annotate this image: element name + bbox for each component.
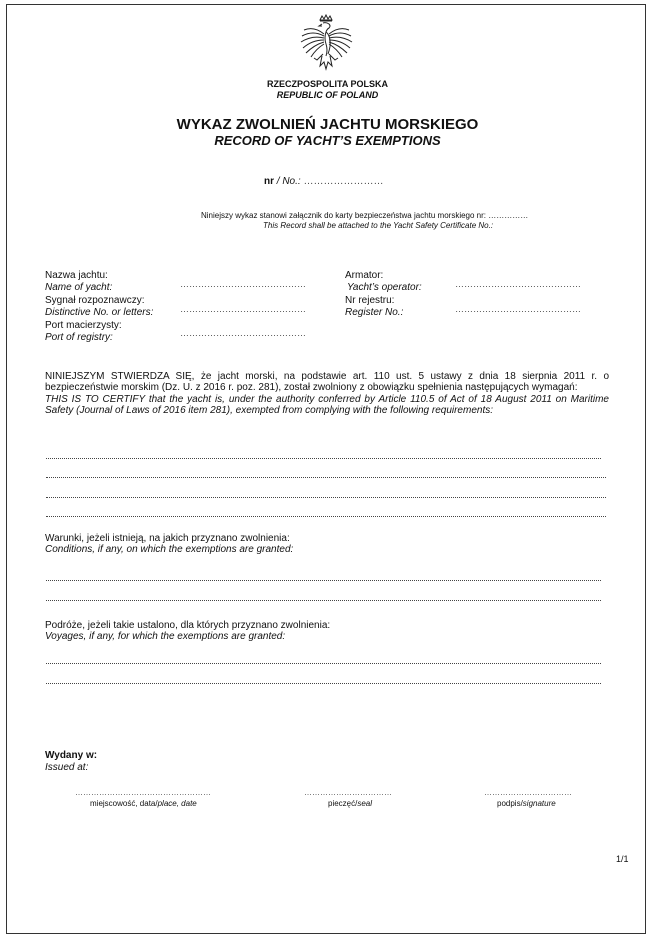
place-date-caption: miejscowość, data/place, date	[90, 799, 197, 808]
signal-label-en: Distinctive No. or letters:	[45, 307, 154, 318]
requirements-line-4	[46, 516, 606, 517]
polish-eagle-emblem-icon	[296, 14, 356, 74]
port-label-pl: Port macierzysty:	[45, 320, 122, 331]
number-label-en: / No.:	[276, 176, 301, 187]
requirements-line-3	[46, 497, 606, 498]
signature-caption: podpis/signature	[497, 799, 556, 808]
yacht-name-label-pl: Nazwa jachtu:	[45, 270, 108, 281]
register-label-en: Register No.:	[345, 307, 404, 318]
country-name-pl: RZECZPOSPOLITA POLSKA	[266, 79, 388, 89]
certification-text-pl: NINIEJSZYM STWIERDZA SIĘ, że jacht morski, na podstawie art. 110 ust. 5 ustawy z dnia 18 sierpnia 2011 r. o bezpieczeństwie morskim (Dz. U. z 2016 r. poz. 281), został zwolniony z obowiązku spełnienia następujących wymagań:	[45, 371, 609, 394]
seal-caption: pieczęć/seal	[328, 799, 373, 808]
conditions-line-2	[46, 600, 601, 601]
document-title-pl: WYKAZ ZWOLNIEŃ JACHTU MORSKIEGO	[176, 116, 479, 133]
certification-statement	[45, 371, 609, 416]
attachment-note-pl: Niniejszy wykaz stanowi załącznik do karty bezpieczeństwa jachtu morskiego nr: ……………	[201, 211, 529, 220]
conditions-label-en: Conditions, if any, on which the exemptions are granted:	[45, 544, 294, 555]
port-value: ……………………………………	[180, 328, 306, 338]
record-number	[264, 176, 383, 187]
issued-label-en: Issued at:	[45, 762, 89, 773]
register-label-pl: Nr rejestru:	[345, 295, 395, 306]
attachment-note-en: This Record shall be attached to the Yacht Safety Certificate No.:	[263, 221, 494, 230]
country-name-en: REPUBLIC OF POLAND	[276, 90, 379, 100]
number-label-pl: nr	[264, 176, 274, 187]
signature-blank: ……………………………	[484, 788, 572, 797]
seal-blank: ……………………………	[304, 788, 392, 797]
voyages-label-pl: Podróże, jeżeli takie ustalono, dla których przyznano zwolnienia:	[45, 620, 331, 631]
port-label-en: Port of registry:	[45, 332, 113, 343]
register-value: ……………………………………	[455, 304, 581, 314]
page-number: 1/1	[616, 854, 629, 864]
voyages-line-1	[46, 663, 601, 664]
issued-label-pl: Wydany w:	[45, 750, 98, 761]
place-date-blank: ……………………………………………	[75, 788, 211, 797]
operator-value: ……………………………………	[455, 279, 581, 289]
number-value: ……………………	[303, 176, 384, 187]
conditions-line-1	[46, 580, 601, 581]
yacht-name-value: ……………………………………	[180, 279, 306, 289]
yacht-name-label-en: Name of yacht:	[45, 282, 113, 293]
voyages-line-2	[46, 683, 601, 684]
operator-label-en: Yacht’s operator:	[347, 282, 422, 293]
signal-label-pl: Sygnał rozpoznawczy:	[45, 295, 145, 306]
certification-text-en: THIS IS TO CERTIFY that the yacht is, under the authority conferred by Article 110.5 of Act of 18 August 2011 on Maritime Safety (Journal of Laws of 2016 item 281), exempted from complying with the following requirements:	[45, 393, 609, 416]
requirements-line-1	[46, 458, 601, 459]
conditions-label-pl: Warunki, jeżeli istnieją, na jakich przyznano zwolnienia:	[45, 533, 290, 544]
signal-value: ……………………………………	[180, 304, 306, 314]
requirements-line-2	[46, 477, 606, 478]
document-title-en: RECORD OF YACHT’S EXEMPTIONS	[214, 133, 441, 148]
voyages-label-en: Voyages, if any, for which the exemptions are granted:	[45, 631, 286, 642]
operator-label-pl: Armator:	[345, 270, 384, 281]
